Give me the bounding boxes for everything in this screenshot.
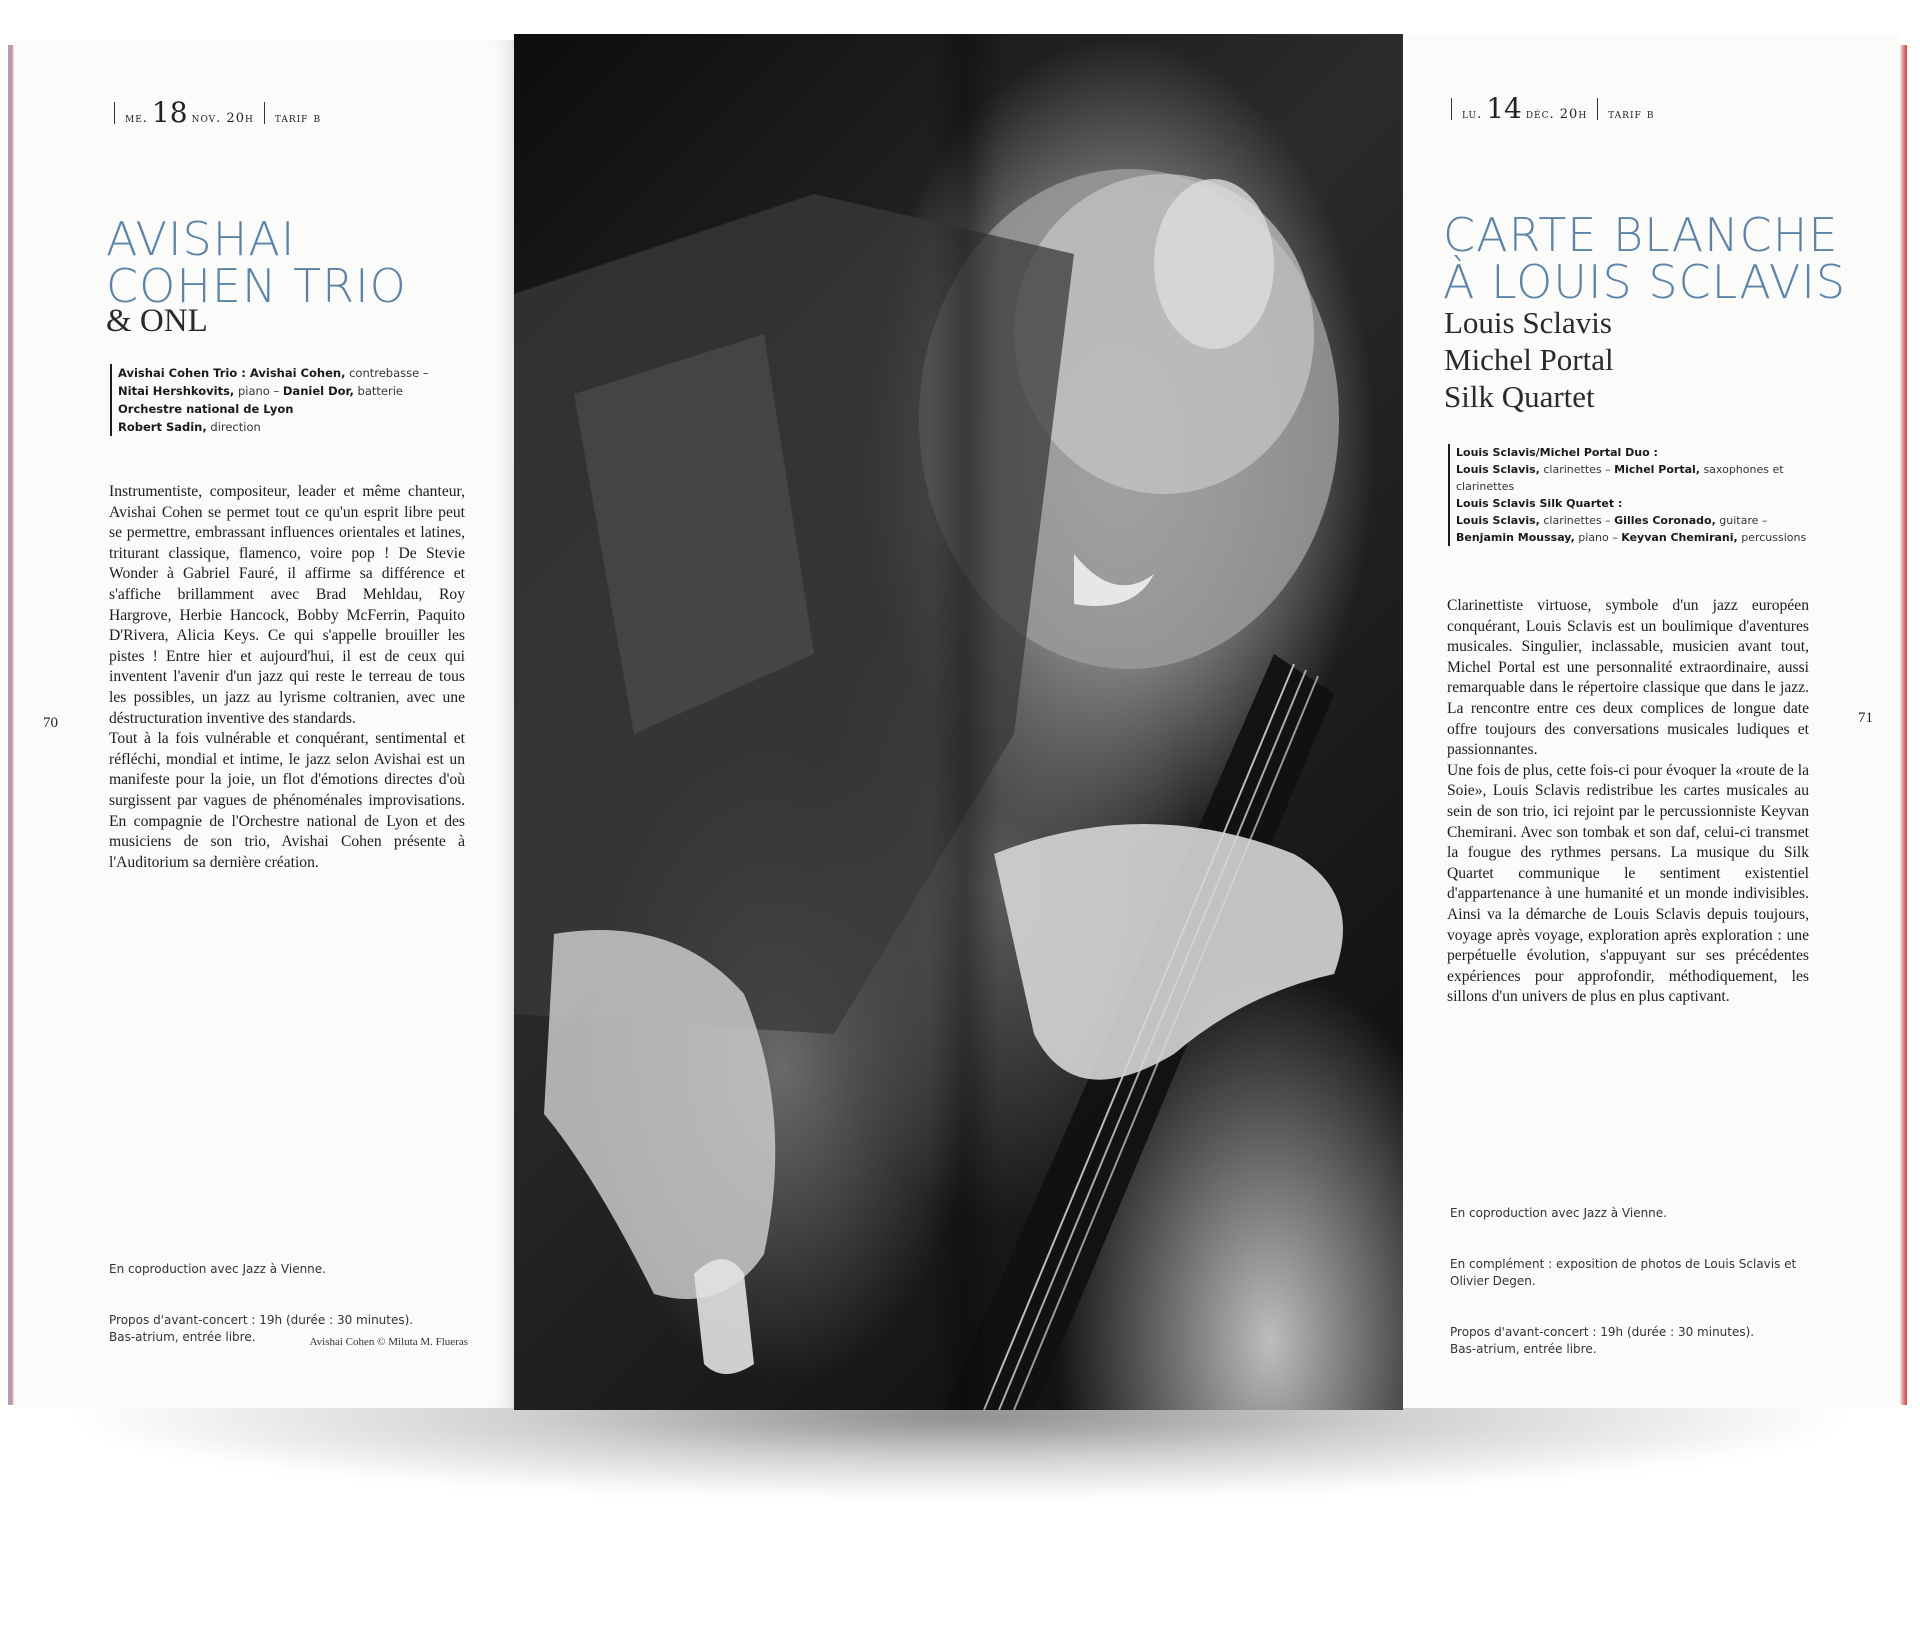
page-number-right: 71 [1858, 710, 1873, 726]
credit-bold: Michel Portal, [1614, 463, 1700, 476]
credit-text: guitare – [1715, 514, 1768, 527]
header-divider [264, 102, 265, 124]
left-title [106, 212, 407, 313]
left-credits [110, 364, 458, 436]
left-subtitle: & ONL [106, 303, 208, 339]
credit-bold: Louis Sclavis, [1456, 514, 1540, 527]
note-paragraph: En coproduction avec Jazz à Vienne. [109, 1262, 326, 1276]
right-title-line: À LOUIS SCLAVIS [1443, 254, 1847, 309]
right-credits [1448, 444, 1826, 546]
photo-credit [220, 1336, 468, 1348]
header-tarif: tarif b [274, 111, 322, 126]
credit-line [1456, 512, 1826, 529]
note-paragraph: En coproduction avec Jazz à Vienne. [1450, 1206, 1667, 1220]
header-divider [1451, 98, 1452, 120]
left-notes [109, 1244, 469, 1380]
photo-credit-name: Avishai Cohen [309, 1336, 375, 1348]
header-tarif: tarif b [1608, 107, 1655, 122]
credit-bold: Daniel Dor, [282, 384, 354, 398]
credit-text: clarinettes – [1539, 463, 1615, 476]
credit-line [118, 364, 458, 382]
right-body [1447, 596, 1809, 1008]
body-paragraph: Instrumentiste, compositeur, leader et même chanteur, Avishai Cohen se permet tout ce qu'un esprit libre peut se permettre, embrassant influences orientales et latines, triturant classique, flamenco, voire pop ! De Stevie Wonder à Gabriel Fauré, il affirme sa différence et s'affiche brillamment avec Brad Mehldau, Roy Hargrove, Herbie Hancock, Bobby McFerrin, Paquito D'Rivera, Alicia Keys. Ce qui s'appelle brouiller les pistes ! Entre hier et aujourd'hui, il est de ceux qui inventent l'avenir d'un jazz qui reste le terreau de tous les possibles, un jazz au lyrisme coltranien, avec une déstructuration inventive des standards. [109, 483, 465, 727]
note-paragraph: Propos d'avant-concert : 19h (durée : 30 minutes). Bas-atrium, entrée libre. [1450, 1325, 1755, 1356]
credit-text: clarinettes – [1539, 514, 1615, 527]
header-divider [1597, 98, 1598, 120]
credit-line [118, 418, 458, 436]
body-paragraph: Clarinettiste virtuose, symbole d'un jazz européen conquérant, Louis Sclavis est un boulimique d'aventures musicales. Singulier, inclassable, musicien avant tout, Michel Portal est une personnalité extraordinaire, aussi remarquable dans le répertoire classique que dans le jazz. La rencontre entre ces deux complices de longue date offre toujours des conversations musicales ludiques et passionnantes. [1447, 597, 1809, 759]
right-title-line: CARTE BLANCHE [1443, 208, 1839, 262]
photo-credit-copyright: © Miluta M. Flueras [374, 1336, 468, 1348]
note-paragraph: En complément : exposition de photos de Louis Sclavis et Olivier Degen. [1450, 1257, 1797, 1288]
credit-text: percussions [1737, 531, 1807, 544]
subtitle-line: Louis Sclavis [1444, 305, 1612, 340]
left-header [104, 96, 321, 129]
right-title [1443, 208, 1847, 309]
right-header [1441, 92, 1655, 125]
left-body [109, 482, 465, 873]
credit-text: piano – [1574, 531, 1622, 544]
subtitle-line: Silk Quartet [1444, 379, 1595, 414]
book-gutter [930, 34, 1000, 1410]
header-divider [114, 102, 115, 124]
credit-text: piano – [234, 384, 283, 398]
credit-bold: Louis Sclavis/Michel Portal Duo : [1456, 446, 1658, 459]
credit-bold: Orchestre national de Lyon [118, 402, 294, 416]
right-notes [1450, 1188, 1810, 1392]
page-number-left: 70 [43, 715, 58, 731]
header-day: me. [125, 111, 148, 126]
body-paragraph: Tout à la fois vulnérable et conquérant, sentimental et réfléchi, mondial et intime, le jazz selon Avishai est un manifeste pour la joie, un flot d'émotions directes d'où surgissent par vagues de phénoménales improvisations. En compagnie de l'Orchestre national de Lyon et des musiciens de son trio, Avishai Cohen présente à l'Auditorium sa dernière création. [109, 730, 465, 871]
credit-text: batterie [353, 384, 403, 398]
credit-line [118, 382, 458, 400]
credit-bold: Nitai Hershkovits, [118, 384, 235, 398]
credit-bold: Louis Sclavis, [1456, 463, 1540, 476]
header-month-time: nov. 20h [191, 111, 254, 126]
header-month-time: déc. 20h [1525, 107, 1588, 122]
credit-bold: Louis Sclavis Silk Quartet : [1456, 497, 1623, 510]
credit-text: clarinettes [1456, 480, 1515, 493]
credit-line [1456, 478, 1826, 495]
subtitle-line: Michel Portal [1444, 342, 1614, 377]
credit-bold: Robert Sadin, [118, 420, 207, 434]
credit-bold: Avishai Cohen Trio : Avishai Cohen, [118, 366, 346, 380]
credit-text: contrebasse – [345, 366, 429, 380]
credit-bold: Gilles Coronado, [1614, 514, 1716, 527]
header-date-number: 14 [1486, 92, 1522, 125]
credit-text: direction [206, 420, 261, 434]
credit-line [1456, 461, 1826, 478]
credit-line [1456, 529, 1826, 546]
credit-bold: Benjamin Moussay, [1456, 531, 1575, 544]
header-date-number: 18 [151, 96, 188, 129]
credit-line [1456, 444, 1826, 461]
credit-bold: Keyvan Chemirani, [1621, 531, 1738, 544]
note-paragraph: Propos d'avant-concert : 19h (durée : 30 minutes). Bas-atrium, entrée libre. [109, 1313, 414, 1344]
credit-line [1456, 495, 1826, 512]
header-day: lu. [1462, 107, 1483, 122]
body-paragraph: Une fois de plus, cette fois-ci pour évoquer la «route de la Soie», Louis Sclavis redistribue les cartes musicales au sein de son trio, ici rejoint par le percussionniste Keyvan Chemirani. Avec son tombak et son daf, celui-ci transmet la fougue des rythmes persans. La musique du Silk Quartet communique le sentiment existentiel d'appartenance à une humanité et un monde indivisibles. Ainsi va la démarche de Louis Sclavis depuis toujours, voyage après voyage, exploration après exploration : une perpétuelle évolution, s'appuyant sur ses précédentes expériences pour approfondir, méthodiquement, les sillons d'un univers de plus en plus captivant. [1447, 761, 1809, 1006]
credit-line [118, 400, 458, 418]
left-title-line: COHEN TRIO [106, 258, 407, 313]
right-subtitle [1444, 304, 1614, 415]
left-title-line: AVISHAI [106, 212, 296, 266]
credit-text: saxophones et [1699, 463, 1784, 476]
